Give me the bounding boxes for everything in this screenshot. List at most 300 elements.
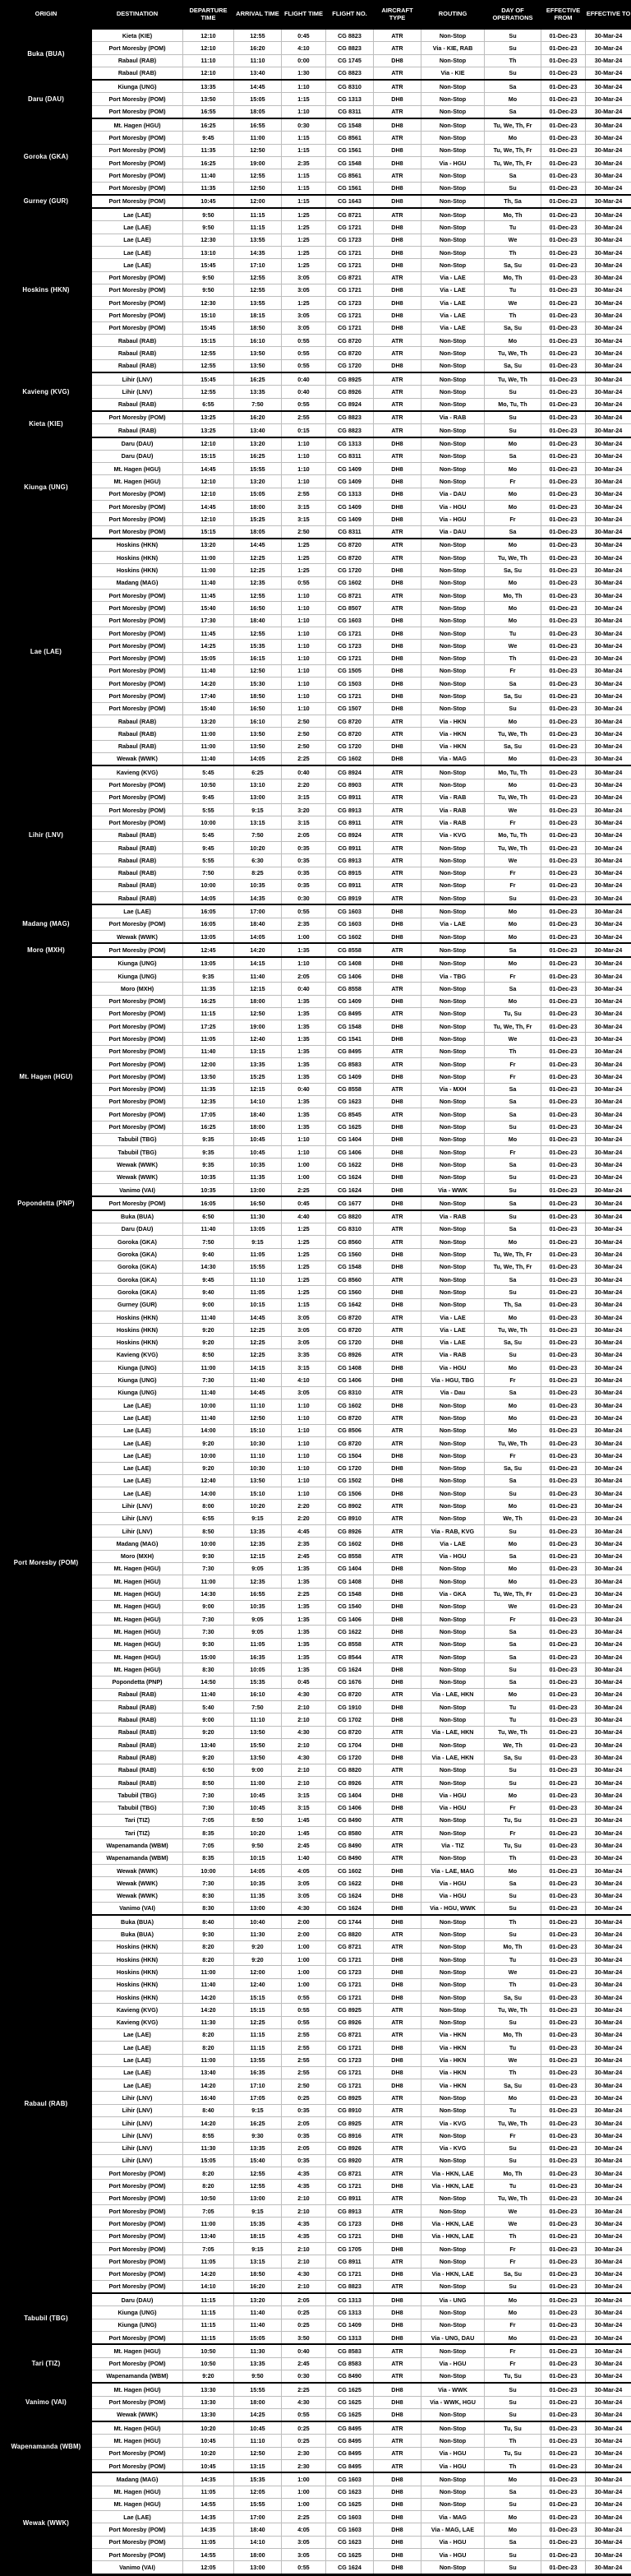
- flight-no-cell: CG 1409: [326, 500, 374, 512]
- flight-time-cell: 0:55: [282, 359, 326, 372]
- effective-to-cell: 30-Mar-24: [586, 804, 631, 816]
- aircraft-type-cell: DH8: [374, 1626, 421, 1638]
- flight-time-cell: 1:10: [282, 640, 326, 652]
- effective-from-cell: 01-Dec-23: [541, 1108, 586, 1121]
- aircraft-type-cell: ATR: [374, 1324, 421, 1336]
- destination-cell: Mt. Hagen (HGU): [92, 1613, 183, 1626]
- flight-time-cell: 1:00: [282, 2486, 326, 2498]
- departure-time-cell: 13:05: [183, 931, 234, 944]
- effective-from-cell: 01-Dec-23: [541, 525, 586, 539]
- departure-time-cell: 9:40: [183, 1248, 234, 1260]
- aircraft-type-cell: DH8: [374, 156, 421, 169]
- routing-cell: Non-Stop: [421, 1966, 485, 1978]
- arrival-time-cell: 15:05: [234, 2332, 282, 2345]
- effective-from-cell: 01-Dec-23: [541, 2066, 586, 2079]
- flight-no-cell: CG 8560: [326, 1236, 374, 1248]
- table-row: [1, 488, 631, 500]
- routing-cell: Non-Stop: [421, 1286, 485, 1298]
- destination-cell: Hoskins (HKN): [92, 1991, 183, 2004]
- days-cell: Tu: [485, 2042, 541, 2054]
- aircraft-type-cell: DH8: [374, 2230, 421, 2242]
- effective-to-cell: 30-Mar-24: [586, 195, 631, 208]
- aircraft-type-cell: ATR: [374, 411, 421, 424]
- flight-no-cell: CG 8924: [326, 398, 374, 411]
- arrival-time-cell: 9:05: [234, 1562, 282, 1575]
- routing-cell: Non-Stop: [421, 1928, 485, 1940]
- destination-cell: Mt. Hagen (HGU): [92, 1575, 183, 1588]
- departure-time-cell: 11:00: [183, 728, 234, 740]
- routing-cell: Non-Stop: [421, 1436, 485, 1449]
- aircraft-type-cell: DH8: [374, 309, 421, 321]
- column-header-destination: DESTINATION: [92, 0, 183, 29]
- table-header: [1, 0, 631, 29]
- departure-time-cell: 7:05: [183, 1839, 234, 1852]
- routing-cell: Non-Stop: [421, 169, 485, 182]
- days-cell: Sa, Su: [485, 1462, 541, 1474]
- arrival-time-cell: 13:10: [234, 779, 282, 791]
- aircraft-type-cell: DH8: [374, 969, 421, 982]
- flight-no-cell: CG 8544: [326, 1651, 374, 1663]
- days-cell: Sa: [485, 105, 541, 118]
- days-cell: Mo, Th: [485, 590, 541, 602]
- departure-time-cell: 8:35: [183, 1852, 234, 1864]
- arrival-time-cell: 16:20: [234, 42, 282, 54]
- routing-cell: Non-Stop: [421, 779, 485, 791]
- destination-cell: Mt. Hagen (HGU): [92, 1588, 183, 1600]
- effective-to-cell: 30-Mar-24: [586, 2435, 631, 2447]
- effective-from-cell: 01-Dec-23: [541, 54, 586, 67]
- flight-time-cell: 0:40: [282, 1083, 326, 1095]
- effective-to-cell: 30-Mar-24: [586, 93, 631, 105]
- column-header-flight-time: FLIGHT TIME: [282, 0, 326, 29]
- flight-time-cell: 0:55: [282, 2561, 326, 2574]
- flight-no-cell: CG 8911: [326, 2255, 374, 2268]
- effective-from-cell: 01-Dec-23: [541, 1978, 586, 1991]
- effective-from-cell: 01-Dec-23: [541, 1839, 586, 1852]
- aircraft-type-cell: DH8: [374, 627, 421, 639]
- effective-from-cell: 01-Dec-23: [541, 752, 586, 765]
- days-cell: Tu: [485, 2180, 541, 2192]
- table-row: [1, 513, 631, 525]
- routing-cell: Via - HKN, LAE: [421, 2167, 485, 2180]
- departure-time-cell: 14:50: [183, 1676, 234, 1688]
- origin-cell: Port Moresby (POM): [1, 1210, 92, 1916]
- effective-from-cell: 01-Dec-23: [541, 1324, 586, 1336]
- departure-time-cell: 12:55: [183, 386, 234, 398]
- departure-time-cell: 11:30: [183, 2016, 234, 2028]
- days-cell: Tu, We, Th: [485, 2004, 541, 2016]
- flight-no-cell: CG 8311: [326, 105, 374, 118]
- destination-cell: Port Moresby (POM): [92, 93, 183, 105]
- days-cell: Mo: [485, 335, 541, 347]
- aircraft-type-cell: ATR: [374, 1274, 421, 1286]
- destination-cell: Mt. Hagen (HGU): [92, 1638, 183, 1650]
- effective-to-cell: 30-Mar-24: [586, 2498, 631, 2510]
- effective-to-cell: 30-Mar-24: [586, 2344, 631, 2357]
- routing-cell: Via - RAB, KVG: [421, 1525, 485, 1538]
- routing-cell: Non-Stop: [421, 1638, 485, 1650]
- origin-group: [1, 904, 631, 943]
- effective-to-cell: 30-Mar-24: [586, 1095, 631, 1108]
- table-row: [1, 2460, 631, 2473]
- departure-time-cell: 11:35: [183, 983, 234, 995]
- flight-no-cell: CG 8720: [326, 335, 374, 347]
- table-row: [1, 2268, 631, 2280]
- arrival-time-cell: 12:55: [234, 271, 282, 284]
- arrival-time-cell: 14:15: [234, 1362, 282, 1374]
- arrival-time-cell: 15:15: [234, 1991, 282, 2004]
- arrival-time-cell: 17:05: [234, 2092, 282, 2104]
- effective-to-cell: 30-Mar-24: [586, 1751, 631, 1764]
- days-cell: Tu, Su: [485, 2447, 541, 2459]
- days-cell: Mo, Tu, Th: [485, 765, 541, 779]
- flight-no-cell: CG 8916: [326, 2130, 374, 2142]
- flight-no-cell: CG 1721: [326, 1991, 374, 2004]
- aircraft-type-cell: ATR: [374, 335, 421, 347]
- flight-time-cell: 2:25: [282, 1588, 326, 1600]
- table-row: [1, 678, 631, 690]
- aircraft-type-cell: DH8: [374, 690, 421, 702]
- flight-time-cell: 4:30: [282, 1726, 326, 1738]
- effective-to-cell: 30-Mar-24: [586, 1159, 631, 1171]
- destination-cell: Hoskins (HKN): [92, 1978, 183, 1991]
- flight-time-cell: 0:25: [282, 2319, 326, 2331]
- routing-cell: Non-Stop: [421, 1095, 485, 1108]
- destination-cell: Port Moresby (POM): [92, 779, 183, 791]
- origin-cell: Mt. Hagen (HGU): [1, 957, 92, 1197]
- routing-cell: Non-Stop: [421, 576, 485, 589]
- effective-to-cell: 30-Mar-24: [586, 1399, 631, 1412]
- days-cell: Tu: [485, 627, 541, 639]
- table-row: [1, 398, 631, 411]
- destination-cell: Port Moresby (POM): [92, 2268, 183, 2280]
- effective-to-cell: 30-Mar-24: [586, 752, 631, 765]
- arrival-time-cell: 16:50: [234, 1196, 282, 1209]
- departure-time-cell: 8:50: [183, 1525, 234, 1538]
- effective-to-cell: 30-Mar-24: [586, 702, 631, 715]
- flight-no-cell: CG 8721: [326, 590, 374, 602]
- days-cell: Mo: [485, 995, 541, 1007]
- departure-time-cell: 10:45: [183, 2460, 234, 2473]
- effective-from-cell: 01-Dec-23: [541, 450, 586, 462]
- effective-from-cell: 01-Dec-23: [541, 1550, 586, 1562]
- arrival-time-cell: 16:10: [234, 1688, 282, 1700]
- destination-cell: Lae (LAE): [92, 2054, 183, 2066]
- arrival-time-cell: 9:00: [234, 1764, 282, 1776]
- departure-time-cell: 15:45: [183, 372, 234, 386]
- effective-to-cell: 30-Mar-24: [586, 525, 631, 539]
- arrival-time-cell: 13:00: [234, 2192, 282, 2204]
- origin-cell: Lihir (LNV): [1, 765, 92, 904]
- destination-cell: Kavieng (KVG): [92, 1348, 183, 1361]
- departure-time-cell: 14:55: [183, 2498, 234, 2510]
- days-cell: Mo: [485, 1688, 541, 1700]
- arrival-time-cell: 9:20: [234, 1940, 282, 1953]
- flight-no-cell: CG 8926: [326, 1348, 374, 1361]
- flight-no-cell: CG 1603: [326, 904, 374, 918]
- days-cell: Mo: [485, 1412, 541, 1424]
- flight-no-cell: CG 1723: [326, 2218, 374, 2230]
- departure-time-cell: 12:10: [183, 475, 234, 488]
- aircraft-type-cell: DH8: [374, 1701, 421, 1713]
- flight-time-cell: 2:05: [282, 2116, 326, 2129]
- effective-from-cell: 01-Dec-23: [541, 234, 586, 246]
- flight-time-cell: 1:35: [282, 1600, 326, 1612]
- flight-time-cell: 2:50: [282, 2079, 326, 2092]
- departure-time-cell: 11:35: [183, 182, 234, 195]
- destination-cell: Port Moresby (POM): [92, 488, 183, 500]
- table-row: [1, 2028, 631, 2041]
- days-cell: Tu, We, Th: [485, 347, 541, 359]
- days-cell: Mo: [485, 918, 541, 930]
- aircraft-type-cell: DH8: [374, 957, 421, 970]
- routing-cell: Via - HKN: [421, 2028, 485, 2041]
- effective-from-cell: 01-Dec-23: [541, 259, 586, 271]
- effective-from-cell: 01-Dec-23: [541, 2092, 586, 2104]
- effective-to-cell: 30-Mar-24: [586, 1676, 631, 1688]
- departure-time-cell: 9:45: [183, 132, 234, 144]
- effective-to-cell: 30-Mar-24: [586, 2460, 631, 2473]
- departure-time-cell: 8:20: [183, 1954, 234, 1966]
- flight-time-cell: 2:30: [282, 2447, 326, 2459]
- routing-cell: Non-Stop: [421, 2472, 485, 2486]
- flight-time-cell: 2:25: [282, 2511, 326, 2523]
- arrival-time-cell: 13:15: [234, 2460, 282, 2473]
- aircraft-type-cell: ATR: [374, 450, 421, 462]
- effective-from-cell: 01-Dec-23: [541, 1374, 586, 1386]
- days-cell: Tu, We, Th: [485, 728, 541, 740]
- table-row: [1, 995, 631, 1007]
- days-cell: Su: [485, 42, 541, 54]
- departure-time-cell: 9:35: [183, 1146, 234, 1159]
- effective-from-cell: 01-Dec-23: [541, 1121, 586, 1133]
- arrival-time-cell: 13:35: [234, 386, 282, 398]
- arrival-time-cell: 15:55: [234, 1260, 282, 1273]
- routing-cell: Non-Stop: [421, 2004, 485, 2016]
- table-row: [1, 1436, 631, 1449]
- effective-from-cell: 01-Dec-23: [541, 640, 586, 652]
- effective-from-cell: 01-Dec-23: [541, 2396, 586, 2408]
- departure-time-cell: 14:20: [183, 2116, 234, 2129]
- departure-time-cell: 13:30: [183, 2396, 234, 2408]
- departure-time-cell: 16:05: [183, 918, 234, 930]
- flight-time-cell: 1:10: [282, 1412, 326, 1424]
- departure-time-cell: 11:40: [183, 169, 234, 182]
- aircraft-type-cell: ATR: [374, 347, 421, 359]
- routing-cell: Via - HGU, WWK: [421, 1902, 485, 1915]
- flight-time-cell: 2:45: [282, 1839, 326, 1852]
- effective-to-cell: 30-Mar-24: [586, 450, 631, 462]
- arrival-time-cell: 12:55: [234, 29, 282, 42]
- departure-time-cell: 11:00: [183, 740, 234, 752]
- flight-time-cell: 4:30: [282, 1688, 326, 1700]
- destination-cell: Mt. Hagen (HGU): [92, 2383, 183, 2396]
- effective-to-cell: 30-Mar-24: [586, 904, 631, 918]
- arrival-time-cell: 14:20: [234, 943, 282, 956]
- arrival-time-cell: 10:20: [234, 1500, 282, 1512]
- table-row: [1, 1108, 631, 1121]
- days-cell: Tu: [485, 284, 541, 296]
- flight-time-cell: 1:10: [282, 1487, 326, 1500]
- table-row: [1, 2167, 631, 2180]
- routing-cell: Non-Stop: [421, 1462, 485, 1474]
- days-cell: Sa, Su: [485, 2079, 541, 2092]
- routing-cell: Via - LAE, HKN: [421, 1751, 485, 1764]
- arrival-time-cell: 12:55: [234, 169, 282, 182]
- effective-from-cell: 01-Dec-23: [541, 1462, 586, 1474]
- origin-cell: Hoskins (HKN): [1, 208, 92, 372]
- flight-no-cell: CG 1603: [326, 2511, 374, 2523]
- days-cell: Mo, Tu, Th: [485, 398, 541, 411]
- flight-time-cell: 2:55: [282, 488, 326, 500]
- days-cell: Mo, Tu, Th: [485, 829, 541, 841]
- aircraft-type-cell: ATR: [374, 2092, 421, 2104]
- departure-time-cell: 11:40: [183, 1223, 234, 1235]
- arrival-time-cell: 18:00: [234, 1121, 282, 1133]
- destination-cell: Rabaul (RAB): [92, 1739, 183, 1751]
- effective-from-cell: 01-Dec-23: [541, 1991, 586, 2004]
- effective-to-cell: 30-Mar-24: [586, 2154, 631, 2167]
- flight-time-cell: 4:40: [282, 1210, 326, 1223]
- effective-to-cell: 30-Mar-24: [586, 690, 631, 702]
- routing-cell: Via - HGU: [421, 2536, 485, 2548]
- routing-cell: Via - RAB: [421, 816, 485, 829]
- flight-no-cell: CG 8911: [326, 879, 374, 891]
- aircraft-type-cell: DH8: [374, 1789, 421, 1801]
- table-row: [1, 93, 631, 105]
- destination-cell: Wewak (WWK): [92, 1159, 183, 1171]
- aircraft-type-cell: DH8: [374, 321, 421, 334]
- effective-from-cell: 01-Dec-23: [541, 995, 586, 1007]
- table-row: [1, 1058, 631, 1071]
- effective-to-cell: 30-Mar-24: [586, 42, 631, 54]
- arrival-time-cell: 10:30: [234, 1462, 282, 1474]
- effective-from-cell: 01-Dec-23: [541, 1500, 586, 1512]
- aircraft-type-cell: DH8: [374, 1588, 421, 1600]
- arrival-time-cell: 11:30: [234, 1928, 282, 1940]
- flight-time-cell: 3:05: [282, 321, 326, 334]
- departure-time-cell: 9:35: [183, 969, 234, 982]
- effective-from-cell: 01-Dec-23: [541, 1336, 586, 1348]
- effective-from-cell: 01-Dec-23: [541, 2357, 586, 2370]
- destination-cell: Mt. Hagen (HGU): [92, 2498, 183, 2510]
- flight-time-cell: 0:55: [282, 2016, 326, 2028]
- effective-to-cell: 30-Mar-24: [586, 1626, 631, 1638]
- flight-no-cell: CG 1409: [326, 513, 374, 525]
- aircraft-type-cell: DH8: [374, 1248, 421, 1260]
- origin-group: [1, 208, 631, 372]
- flight-no-cell: CG 1406: [326, 1801, 374, 1814]
- flight-no-cell: CG 1406: [326, 1374, 374, 1386]
- effective-to-cell: 30-Mar-24: [586, 1839, 631, 1852]
- effective-to-cell: 30-Mar-24: [586, 297, 631, 309]
- destination-cell: Wewak (WWK): [92, 1865, 183, 1877]
- arrival-time-cell: 16:20: [234, 411, 282, 424]
- routing-cell: Non-Stop: [421, 247, 485, 259]
- arrival-time-cell: 12:40: [234, 1033, 282, 1045]
- routing-cell: Via - HGU: [421, 513, 485, 525]
- effective-from-cell: 01-Dec-23: [541, 105, 586, 118]
- effective-to-cell: 30-Mar-24: [586, 2486, 631, 2498]
- days-cell: Fr: [485, 1613, 541, 1626]
- arrival-time-cell: 8:50: [234, 1814, 282, 1826]
- destination-cell: Wewak (WWK): [92, 1171, 183, 1183]
- destination-cell: Lihir (LNV): [92, 1525, 183, 1538]
- effective-from-cell: 01-Dec-23: [541, 1626, 586, 1638]
- table-row: [1, 2549, 631, 2561]
- aircraft-type-cell: DH8: [374, 1260, 421, 1273]
- departure-time-cell: 8:40: [183, 1915, 234, 1928]
- destination-cell: Lae (LAE): [92, 259, 183, 271]
- days-cell: Sa: [485, 525, 541, 539]
- effective-from-cell: 01-Dec-23: [541, 2180, 586, 2192]
- destination-cell: Kavieng (KVG): [92, 2016, 183, 2028]
- departure-time-cell: 12:55: [183, 359, 234, 372]
- arrival-time-cell: 9:50: [234, 1839, 282, 1852]
- origin-group: [1, 437, 631, 539]
- effective-to-cell: 30-Mar-24: [586, 2218, 631, 2230]
- flight-time-cell: 2:30: [282, 2460, 326, 2473]
- effective-to-cell: 30-Mar-24: [586, 2396, 631, 2408]
- effective-from-cell: 01-Dec-23: [541, 247, 586, 259]
- flight-time-cell: 1:00: [282, 1954, 326, 1966]
- origin-group: [1, 2472, 631, 2574]
- effective-from-cell: 01-Dec-23: [541, 1966, 586, 1978]
- days-cell: Su: [485, 67, 541, 80]
- effective-from-cell: 01-Dec-23: [541, 93, 586, 105]
- days-cell: We: [485, 1033, 541, 1045]
- effective-from-cell: 01-Dec-23: [541, 552, 586, 564]
- effective-from-cell: 01-Dec-23: [541, 2536, 586, 2548]
- flight-no-cell: CG 8913: [326, 804, 374, 816]
- days-cell: Su: [485, 2154, 541, 2167]
- arrival-time-cell: 11:40: [234, 2319, 282, 2331]
- effective-to-cell: 30-Mar-24: [586, 105, 631, 118]
- origin-group: [1, 2293, 631, 2344]
- effective-from-cell: 01-Dec-23: [541, 2383, 586, 2396]
- flight-no-cell: CG 1720: [326, 359, 374, 372]
- effective-to-cell: 30-Mar-24: [586, 259, 631, 271]
- effective-from-cell: 01-Dec-23: [541, 2116, 586, 2129]
- table-row: [1, 1739, 631, 1751]
- effective-from-cell: 01-Dec-23: [541, 1701, 586, 1713]
- flight-time-cell: 4:05: [282, 1865, 326, 1877]
- column-header-arrival-time: ARRIVAL TIME: [234, 0, 282, 29]
- destination-cell: Port Moresby (POM): [92, 590, 183, 602]
- effective-to-cell: 30-Mar-24: [586, 1877, 631, 1889]
- destination-cell: Lae (LAE): [92, 904, 183, 918]
- arrival-time-cell: 12:55: [234, 2180, 282, 2192]
- arrival-time-cell: 11:30: [234, 1210, 282, 1223]
- effective-to-cell: 30-Mar-24: [586, 169, 631, 182]
- flight-time-cell: 4:05: [282, 2523, 326, 2536]
- aircraft-type-cell: ATR: [374, 2421, 421, 2435]
- flight-no-cell: CG 1313: [326, 93, 374, 105]
- effective-to-cell: 30-Mar-24: [586, 2472, 631, 2486]
- destination-cell: Port Moresby (POM): [92, 2242, 183, 2255]
- destination-cell: Rabaul (RAB): [92, 424, 183, 437]
- destination-cell: Rabaul (RAB): [92, 867, 183, 879]
- days-cell: Th: [485, 1915, 541, 1928]
- flight-time-cell: 3:05: [282, 2536, 326, 2548]
- effective-from-cell: 01-Dec-23: [541, 475, 586, 488]
- aircraft-type-cell: ATR: [374, 2280, 421, 2293]
- routing-cell: Non-Stop: [421, 1260, 485, 1273]
- destination-cell: Kavieng (KVG): [92, 2004, 183, 2016]
- flight-no-cell: CG 8903: [326, 779, 374, 791]
- effective-from-cell: 01-Dec-23: [541, 590, 586, 602]
- routing-cell: Non-Stop: [421, 1676, 485, 1688]
